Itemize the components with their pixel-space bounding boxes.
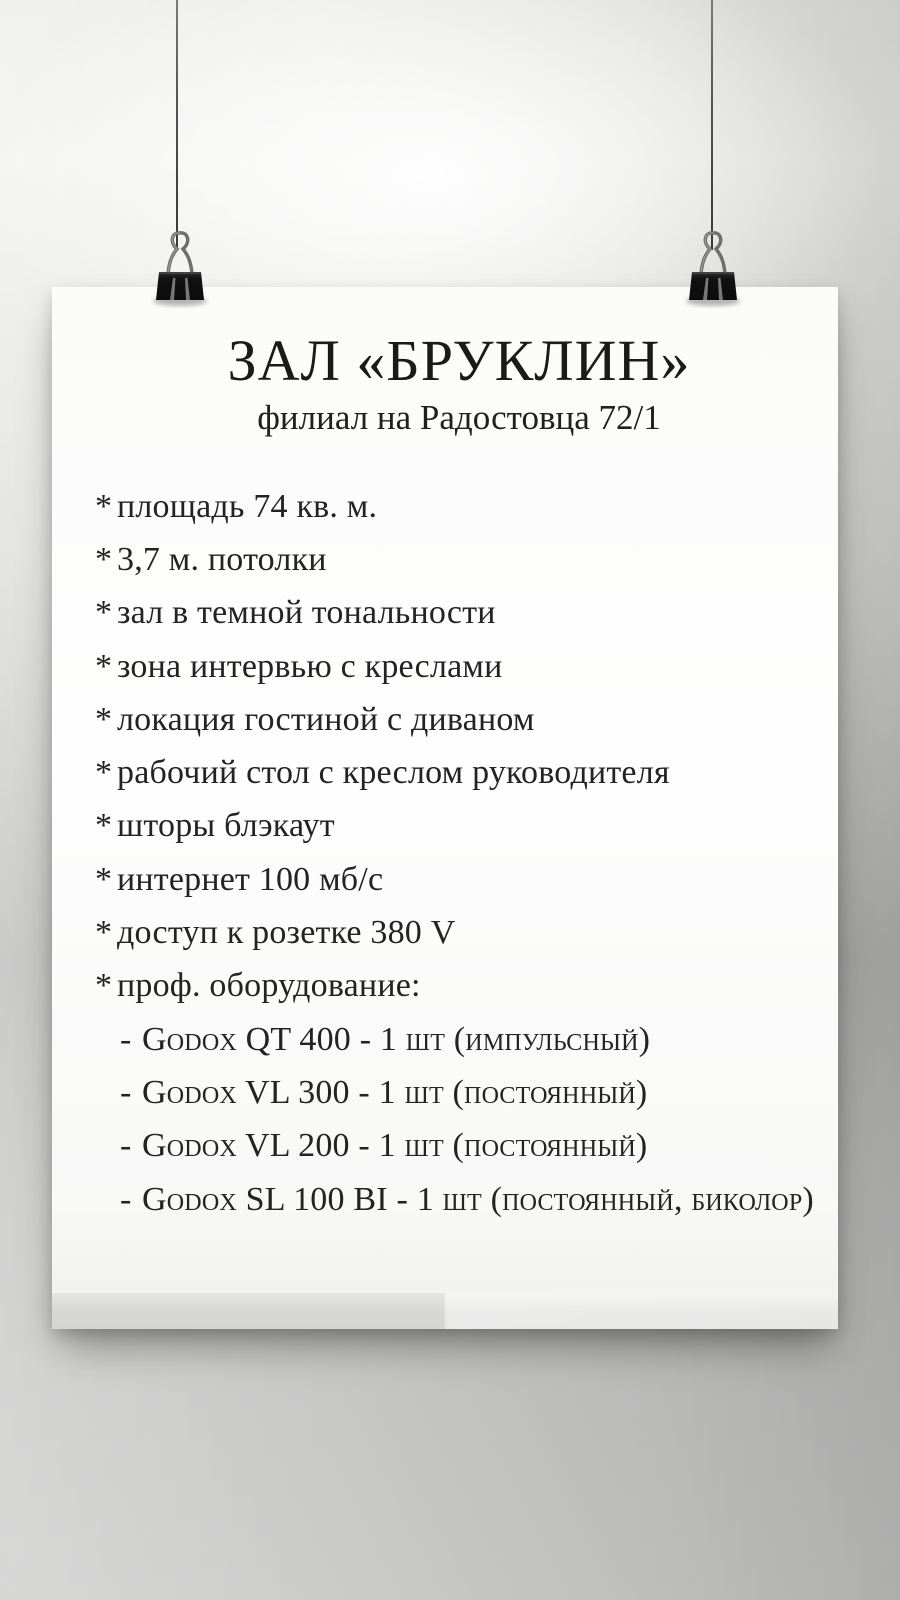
equipment-item (95, 1013, 838, 1066)
equipment-text: Godox QT 400 - 1 шт (импульсный) (142, 1020, 651, 1058)
poster-subtitle: филиал на Радостовца 72/1 (257, 397, 661, 437)
equipment-item (95, 1066, 838, 1119)
feature-text: локация гостиной с диваном (117, 700, 535, 738)
feature-item (95, 959, 838, 1012)
feature-text: рабочий стол с креслом руководителя (117, 754, 670, 792)
bullet-marker: * (95, 967, 113, 1005)
poster-title: ЗАЛ «БРУКЛИН» (227, 328, 691, 393)
bullet-marker: * (95, 754, 113, 792)
bullet-marker: * (95, 700, 113, 738)
feature-text: доступ к розетке 380 V (117, 914, 456, 952)
bullet-marker: * (95, 647, 113, 685)
bullet-marker: * (95, 914, 113, 952)
equipment-text: Godox VL 300 - 1 шт (постоянный) (142, 1073, 648, 1111)
dash-marker: - (120, 1180, 132, 1218)
feature-item (95, 906, 838, 959)
hanging-string-right (711, 0, 713, 250)
equipment-item (95, 1173, 838, 1226)
bullet-marker: * (95, 807, 113, 845)
binder-clip-right (668, 228, 758, 308)
feature-item (95, 746, 838, 799)
feature-text: 3,7 м. потолки (117, 541, 327, 578)
hanging-string-left (176, 0, 178, 250)
feature-text: площадь 74 кв. м. (117, 487, 378, 525)
equipment-text: Godox VL 200 - 1 шт (постоянный) (142, 1127, 648, 1165)
bullet-marker: * (95, 860, 113, 898)
feature-item (95, 640, 838, 693)
feature-text: зал в темной тональности (117, 594, 496, 632)
feature-item (95, 693, 838, 746)
feature-item (95, 799, 838, 852)
feature-text: проф. оборудование: (117, 967, 421, 1005)
feature-text: зона интервью с креслами (117, 647, 503, 685)
equipment-item (95, 1119, 838, 1172)
feature-text: шторы блэкаут (117, 807, 335, 845)
binder-clip-icon (135, 228, 225, 308)
bullet-marker: * (95, 541, 113, 578)
binder-clip-left (135, 228, 225, 308)
bullet-marker: * (95, 487, 113, 525)
poster-header (66, 329, 852, 440)
feature-list (52, 480, 838, 1226)
dash-marker: - (120, 1073, 132, 1111)
dash-marker: - (120, 1127, 132, 1165)
dash-marker: - (120, 1020, 132, 1058)
equipment-text: Godox SL 100 BI - 1 шт (постоянный, биколор) (142, 1180, 814, 1218)
feature-item (95, 480, 838, 533)
feature-item (95, 533, 838, 586)
feature-item (95, 853, 838, 906)
bullet-marker: * (95, 594, 113, 632)
poster (52, 287, 838, 1329)
feature-text: интернет 100 мб/с (117, 860, 384, 898)
binder-clip-icon (668, 228, 758, 308)
feature-item (95, 586, 838, 639)
